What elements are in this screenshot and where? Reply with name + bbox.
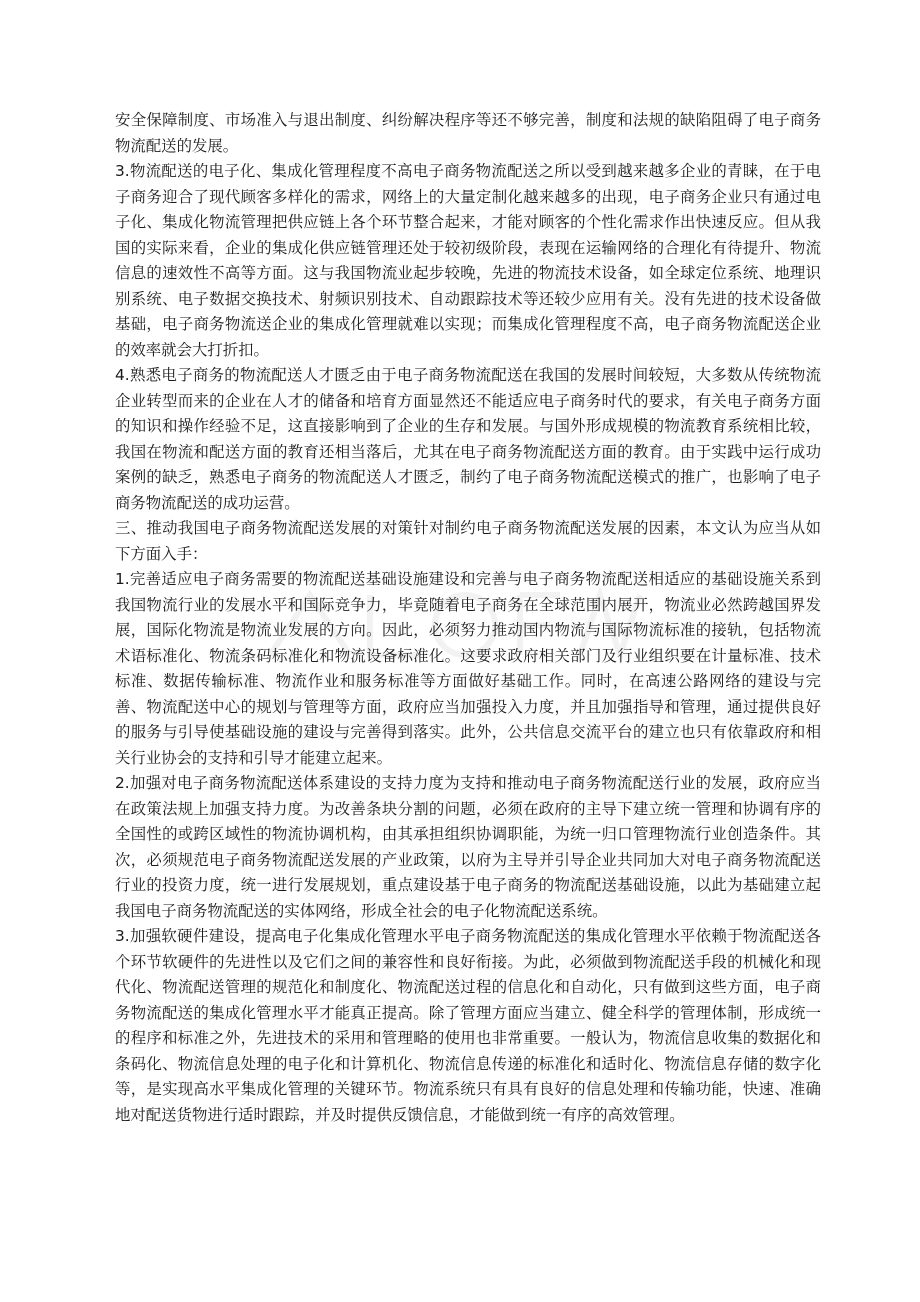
document-body bbox=[115, 108, 821, 1128]
paragraph-section-3-1: 1.完善适应电子商务需要的物流配送基础设施建设和完善与电子商务物流配送相适应的基础设施关系到我国物流行业的发展水平和国际竞争力，毕竟随着电子商务在全球范围内展开，物流业必然跨越国界发展，国际化物流是物流业发展的方向。因此，必须努力推动国内物流与国际物流标准的接轨，包括物流术语标准化、物流条码标准化和物流设备标准化。这要求政府相关部门及行业组织要在计量标准、技术标准、数据传输标准、物流作业和服务标准等方面做好基础工作。同时，在高速公路网络的建设与完善、物流配送中心的规划与管理等方面，政府应当加强投入力度，并且加强指导和管理，通过提供良好的服务与引导使基础设施的建设与完善得到落实。此外，公共信息交流平台的建立也只有依靠政府和相关行业协会的支持和引导才能建立起来。 bbox=[115, 570, 821, 767]
paragraph-section-3-heading: 三、推动我国电子商务物流配送发展的对策针对制约电子商务物流配送发展的因素，本文认为应当从如下方面入手： bbox=[115, 519, 821, 563]
paragraph-section-3-3: 3.加强软硬件建设，提高电子化集成化管理水平电子商务物流配送的集成化管理水平依赖于物流配送各个环节软硬件的先进性以及它们之间的兼容性和良好衔接。为此，必须做到物流配送手段的机械化和现代化、物流配送管理的规范化和制度化、物流配送过程的信息化和自动化，只有做到这些方面，电子商务物流配送的集成化管理水平才能真正提高。除了管理方面应当建立、健全科学的管理体制，形成统一的程序和标准之外，先进技术的采用和管理略的使用也非常重要。一般认为，物流信息收集的数据化和条码化、物流信息处理的电子化和计算机化、物流信息传递的标准化和适时化、物流信息存储的数字化等，是实现高水平集成化管理的关键环节。物流系统只有具有良好的信息处理和传输功能，快速、准确地对配送货物进行适时跟踪，并及时提供反馈信息，才能做到统一有序的高效管理。 bbox=[115, 927, 821, 1124]
paragraph-section-3-2: 2.加强对电子商务物流配送体系建设的支持力度为支持和推动电子商务物流配送行业的发展，政府应当在政策法规上加强支持力度。为改善条块分割的问题，必须在政府的主导下建立统一管理和协调有序的全国性的或跨区域性的物流协调机构，由其承担组织协调职能，为统一归口管理物流行业创造条件。其次，必须规范电子商务物流配送发展的产业政策，以府为主导并引导企业共同加大对电子商务物流配送行业的投资力度，统一进行发展规划，重点建设基于电子商务的物流配送基础设施，以此为基础建立起我国电子商务物流配送的实体网络，形成全社会的电子化物流配送系统。 bbox=[115, 774, 821, 920]
paragraph-section-2-3: 3.物流配送的电子化、集成化管理程度不高电子商务物流配送之所以受到越来越多企业的青睐，在于电子商务迎合了现代顾客多样化的需求，网络上的大量定制化越来越多的出现，电子商务企业只有通过电子化、集成化物流管理把供应链上各个环节整合起来，才能对顾客的个性化需求作出快速反应。但从我国的实际来看，企业的集成化供应链管理还处于较初级阶段，表现在运输网络的合理化有待提升、物流信息的速效性不高等方面。这与我国物流业起步较晚，先进的物流技术设备，如全球定位系统、地理识别系统、电子数据交换技术、射频识别技术、自动跟踪技术等还较少应用有关。没有先进的技术设备做基础，电子商务物流送企业的集成化管理就难以实现；而集成化管理程度不高，电子商务物流配送企业的效率就会大打折扣。 bbox=[115, 162, 821, 359]
paragraph-section-2-4: 4.熟悉电子商务的物流配送人才匮乏由于电子商务物流配送在我国的发展时间较短，大多数从传统物流企业转型而来的企业在人才的储备和培育方面显然还不能适应电子商务时代的要求，有关电子商务方面的知识和操作经验不足，这直接影响到了企业的生存和发展。与国外形成规模的物流教育系统相比较，我国在物流和配送方面的教育还相当落后，尤其在电子商务物流配送方面的教育。由于实践中运行成功案例的缺乏，熟悉电子商务的物流配送人才匮乏，制约了电子商务物流配送模式的推广，也影响了电子商务物流配送的成功运营。 bbox=[115, 366, 821, 512]
paragraph-continuation: 安全保障制度、市场准入与退出制度、纠纷解决程序等还不够完善，制度和法规的缺陷阻碍了电子商务物流配送的发展。 bbox=[115, 111, 821, 155]
